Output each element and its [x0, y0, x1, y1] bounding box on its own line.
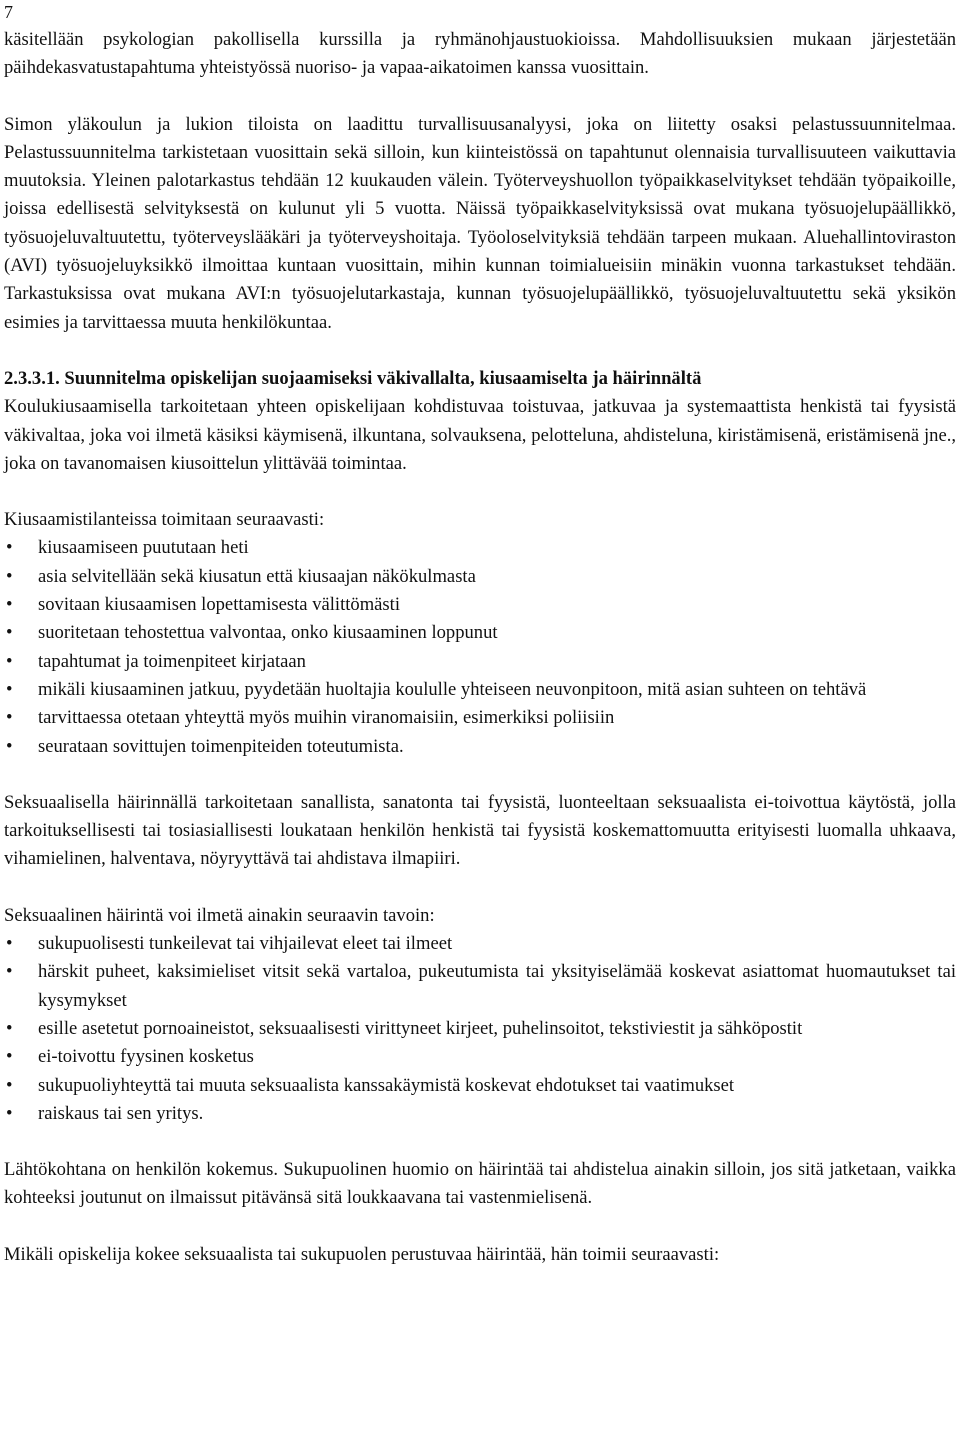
list-item: [4, 676, 956, 704]
list-item-text: tarvittaessa otetaan yhteyttä myös muihin viranomaisiin, esimerkiksi poliisiin: [38, 707, 615, 729]
list-item-text: suoritetaan tehostettua valvontaa, onko kiusaaminen loppunut: [38, 622, 498, 644]
bullet-icon: •: [6, 1046, 13, 1068]
bullet-icon: •: [6, 933, 13, 955]
list-item-text: sukupuoliyhteyttä tai muuta seksuaalista kanssakäymistä koskevat ehdotukset tai vaatimukset: [38, 1074, 735, 1096]
list-item-text: asia selvitellään sekä kiusatun että kiusaajan näkökulmasta: [38, 565, 476, 587]
list-item: [4, 563, 956, 591]
bullet-icon: •: [6, 678, 13, 700]
bullet-icon: •: [6, 650, 13, 672]
list-item-text: sukupuolisesti tunkeilevat tai vihjailevat eleet tai ilmeet: [38, 933, 453, 955]
list-item-text: seurataan sovittujen toimenpiteiden toteutumista.: [38, 735, 404, 757]
list-item: [4, 1043, 956, 1071]
bullet-icon: •: [6, 961, 13, 983]
paragraph-bullying-procedure-intro: Kiusaamistilanteissa toimitaan seuraavasti:: [4, 509, 325, 531]
list-item: [4, 1015, 956, 1043]
bullet-icon: •: [6, 537, 13, 559]
bullet-icon: •: [6, 735, 13, 757]
list-item: [4, 534, 956, 562]
list-item-text: esille asetetut pornoaineistot, seksuaalisesti virittyneet kirjeet, puhelinsoitot, tekstiviestit ja sähköpostit: [38, 1017, 803, 1039]
list-item-text: härskit puheet, kaksimieliset vitsit sekä vartaloa, pukeutumista tai yksityiselämää koskevat asiattomat huomautukset tai kysymykset: [38, 961, 956, 1011]
bullet-icon: •: [6, 622, 13, 644]
paragraph-safety-analysis: Simon yläkoulun ja lukion tiloista on laadittu turvallisuusanalyysi, joka on liitetty osaksi pelastussuunnitelmaa. Pelastussuunnitelma tarkistetaan vuosittain sekä silloin, kun kiinteistössä on tapahtunut olennaisia turvallisuuteen vaikuttavia muutoksia. Yleinen palotarkastus tehdään 12 kuukauden välein. Työterveyshuollon työpaikkaselvitykset tehdään työpaikoille, joissa edellisestä selvityksestä on kulunut yli 5 vuotta. Näissä työpaikkaselvityksissä ovat mukana työsuojelupäällikkö, työsuojeluvaltuutettu, työterveyslääkäri ja työterveyshoitaja. Työoloselvityksiä tehdään tarpeen mukaan. Aluehallintoviraston (AVI) työsuojeluyksikkö ilmoittaa kuntaan vuosittain, mihin kunnan toimialueisiin minäkin vuonna tarkastukset tehdään. Tarkastuksissa ovat mukana AVI:n työsuojelutarkastaja, kunnan työsuojelupäällikkö, työsuojeluvaltuutettu sekä yksikön esimies ja tarvittaessa muuta henkilökuntaa.: [4, 113, 956, 333]
list-item: [4, 1072, 956, 1100]
page-number: 7: [4, 2, 13, 22]
list-item: [4, 1100, 956, 1128]
bullet-icon: •: [6, 1074, 13, 1096]
bullet-icon: •: [6, 594, 13, 616]
list-item: [4, 591, 956, 619]
list-item-text: kiusaamiseen puututaan heti: [38, 537, 249, 559]
list-item-text: raiskaus tai sen yritys.: [38, 1102, 204, 1124]
section-heading: 2.3.3.1. Suunnitelma opiskelijan suojaamiseksi väkivallalta, kiusaamiselta ja häirinnältä: [4, 367, 702, 389]
list-item-text: ei-toivottu fyysinen kosketus: [38, 1046, 254, 1068]
paragraph-intro: käsitellään psykologian pakollisella kurssilla ja ryhmänohjaustuokioissa. Mahdollisuuksien mukaan järjestetään päihdekasvatustapahtuma yhteistyössä nuoriso- ja vapaa-aikatoimen kanssa vuosittain.: [4, 29, 956, 79]
list-item: [4, 958, 956, 1015]
list-item: [4, 648, 956, 676]
bullet-icon: •: [6, 707, 13, 729]
bullet-icon: •: [6, 1017, 13, 1039]
list-item: [4, 733, 956, 761]
document-body: [4, 26, 956, 1269]
paragraph-bullying-definition: Koulukiusaamisella tarkoitetaan yhteen opiskelijaan kohdistuvaa toistuvaa, jatkuvaa ja systemaattista henkistä tai fyysistä väkivaltaa, joka voi ilmetä käsiksi käymisenä, ilkuntana, solvauksena, pelotteluna, ahdisteluna, kiristämisenä, eristämisenä jne., joka on tavanomaisen kiusoittelun ylittävää toimintaa.: [4, 396, 956, 474]
list-item-text: mikäli kiusaaminen jatkuu, pyydetään huoltajia koululle yhteiseen neuvonpitoon, mitä asian suhteen on tehtävä: [38, 678, 867, 700]
harassment-forms-list: [4, 930, 956, 1128]
bullet-icon: •: [6, 565, 13, 587]
list-item: [4, 619, 956, 647]
list-item-text: tapahtumat ja toimenpiteet kirjataan: [38, 650, 306, 672]
paragraph-student-procedure-intro: Mikäli opiskelija kokee seksuaalista tai sukupuolen perustuvaa häirintää, hän toimii seuraavasti:: [4, 1243, 720, 1265]
paragraph-harassment-forms-intro: Seksuaalinen häirintä voi ilmetä ainakin seuraavin tavoin:: [4, 904, 435, 926]
bullet-icon: •: [6, 1102, 13, 1124]
list-item-text: sovitaan kiusaamisen lopettamisesta välittömästi: [38, 594, 400, 616]
list-item: [4, 930, 956, 958]
paragraph-harassment-definition: Seksuaalisella häirinnällä tarkoitetaan sanallista, sanatonta tai fyysistä, luonteeltaan seksuaalista ei-toivottua käytöstä, jolla tarkoituksellisesti tai tosiasiallisesti loukataan henkilön henkistä tai fyysistä koskemattomuutta erityisesti luomalla uhkaava, vihamielinen, halventava, nöyryyttävä tai ahdistava ilmapiiri.: [4, 791, 956, 870]
bullying-steps-list: [4, 534, 956, 760]
list-item: [4, 704, 956, 732]
paragraph-starting-point: Lähtökohtana on henkilön kokemus. Sukupuolinen huomio on häirintää tai ahdistelua ainakin silloin, jos sitä jatketaan, vaikka kohteeksi joutunut on ilmaissut pitävänsä sitä loukkaavana tai vastenmielisenä.: [4, 1159, 956, 1209]
